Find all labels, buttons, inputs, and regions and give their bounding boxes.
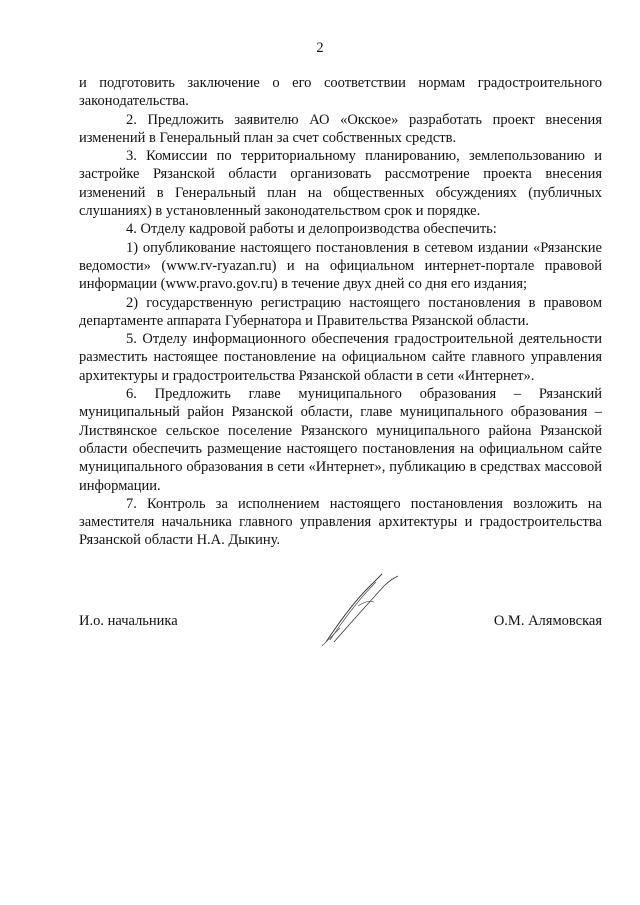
paragraph-subitem-2: 2) государственную регистрацию настоящего постановления в правовом департаменте аппарата Губернатора и Правительства Рязанской области.: [79, 294, 602, 329]
paragraph-item-6: 6. Предложить главе муниципального образования – Рязанский муниципальный район Рязанской области, главе муниципального образования – Листвянское сельское поселение Рязанского муниципального района Рязанской области обеспечить размещение настоящего постановления на официальном сайте муниципального образования в сети «Интернет», публикацию в средствах массовой информации.: [79, 386, 602, 494]
paragraph-1-continuation: и подготовить заключение о его соответствии нормам градостроительного законодательства.: [79, 75, 602, 110]
paragraph-subitem-1: 1) опубликование настоящего постановления в сетевом издании «Рязанские ведомости» (www.rv-ryazan.ru) и на официальном интернет-портале правовой информации (www.pravo.gov.ru) в течение двух дней со дня его издания;: [79, 239, 602, 293]
paragraph-item-4: 4. Отделу кадровой работы и делопроизводства обеспечить:: [126, 221, 497, 238]
paragraph-item-7: 7. Контроль за исполнением настоящего постановления возложить на заместителя начальника главного управления архитектуры и градостроительства Рязанской области Н.А. Дыкину.: [79, 495, 602, 549]
handwritten-signature: [318, 572, 408, 647]
paragraph-item-2: 2. Предложить заявителю АО «Окское» разработать проект внесения изменений в Генеральный план за счет собственных средств.: [79, 111, 602, 146]
signatory-position: И.о. начальника: [79, 613, 178, 629]
signature-block: [79, 613, 602, 633]
signatory-name: О.М. Алямовская: [493, 613, 602, 629]
document-body: [79, 74, 602, 550]
page-number: 2: [316, 40, 324, 56]
paragraph-item-3: 3. Комиссии по территориальному планированию, землепользованию и застройке Рязанской области организовать рассмотрение проекта внесения изменений в Генеральный план на общественных обсуждениях (публичных слушаниях) в установленный законодательством срок и порядке.: [79, 148, 602, 220]
paragraph-item-5: 5. Отделу информационного обеспечения градостроительной деятельности разместить настоящее постановление на официальном сайте главного управления архитектуры и градостроительства Рязанской области в сети «Интернет».: [79, 331, 602, 384]
